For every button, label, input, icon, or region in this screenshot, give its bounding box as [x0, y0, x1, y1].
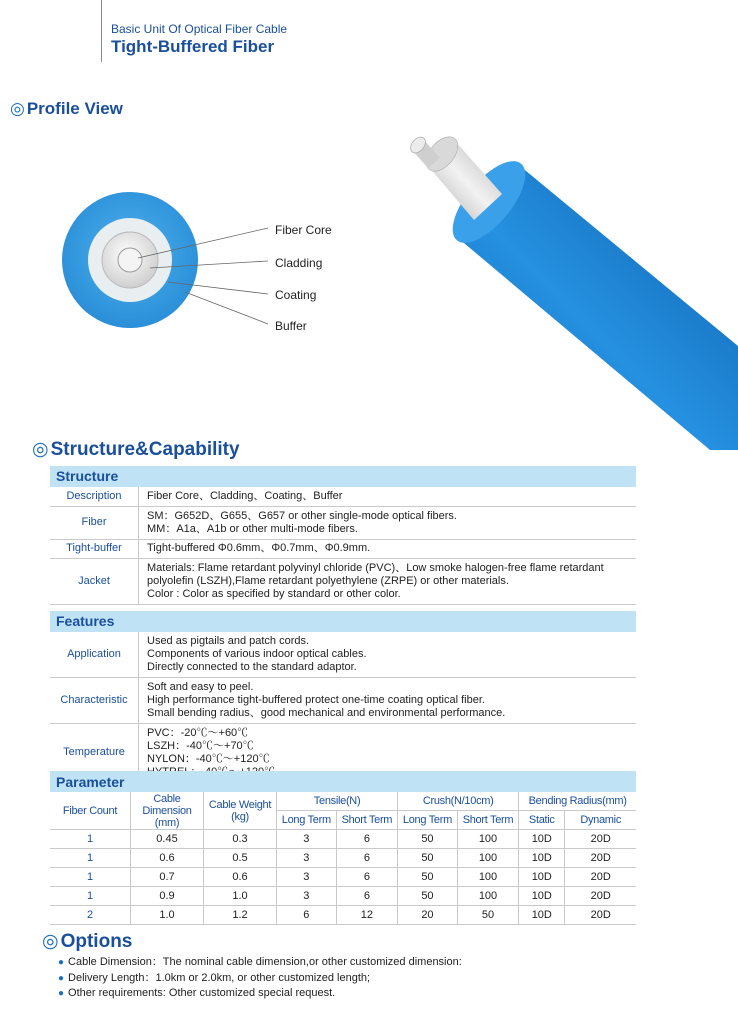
row-value [139, 632, 637, 678]
table-cell: 50 [398, 849, 458, 868]
value-line: Directly connected to the standard adaptor. [147, 660, 357, 673]
table-row [50, 887, 636, 906]
table-row [50, 678, 636, 724]
value-line: MM：A1a、A1b or other multi-mode fibers. [147, 522, 358, 535]
value-line: PVC：-20℃～+60℃ [147, 726, 249, 739]
value-line: Color : Color as specified by standard or other color. [147, 587, 401, 600]
doc-subtitle: Basic Unit Of Optical Fiber Cable [111, 22, 288, 36]
table-cell: 0.6 [131, 849, 204, 868]
table-cell: 6 [336, 887, 397, 906]
table-cell: 1 [50, 887, 131, 906]
bullet-icon: ● [58, 988, 65, 999]
table-cell: 20D [565, 887, 636, 906]
bullet-icon: ● [58, 957, 65, 968]
table-row [50, 868, 636, 887]
header-line: (mm) [154, 816, 180, 829]
col-crush: Crush(N/10cm) [398, 792, 519, 811]
row-label: Application [50, 632, 139, 678]
row-value [139, 558, 637, 604]
section-profile-title: Profile View [26, 99, 123, 118]
row-value [139, 539, 637, 558]
col-fiber-count: Fiber Count [50, 792, 131, 830]
row-label: Fiber [50, 506, 139, 539]
value-line: Materials: Flame retardant polyvinyl chloride (PVC)、Low smoke halogen-free flame retardant [147, 561, 604, 574]
table-cell: 20D [565, 868, 636, 887]
header-line: Cable Dimension [142, 792, 192, 817]
col-cable-weight [204, 792, 277, 830]
table-cell: 100 [457, 887, 518, 906]
section-options-title: Options [60, 930, 133, 952]
leader-buffer [185, 292, 268, 324]
table-cell: 50 [398, 868, 458, 887]
table-cell: 0.5 [204, 849, 277, 868]
table-cell: 6 [277, 906, 337, 925]
cable-3d-illustration [380, 120, 738, 450]
parameter-table [50, 771, 636, 925]
section-ring-icon: ◎ [10, 99, 25, 118]
value-line: SM：G652D、G655、G657 or other single-mode optical fibers. [147, 509, 457, 522]
row-label: Characteristic [50, 678, 139, 724]
label-buffer: Buffer [275, 319, 307, 333]
col-crush-long: Long Term [398, 811, 458, 830]
table-cell: 6 [336, 868, 397, 887]
row-label: Jacket [50, 558, 139, 604]
section-ring-icon: ◎ [32, 439, 49, 460]
bullet-icon: ● [58, 972, 65, 984]
col-crush-short: Short Term [457, 811, 518, 830]
leader-coating [168, 282, 268, 294]
table-row [50, 830, 636, 849]
table-cell: 1 [50, 868, 131, 887]
parameter-body [50, 830, 636, 925]
section-structure-capability [32, 438, 240, 461]
col-bending-dynamic: Dynamic [565, 811, 636, 830]
list-item [58, 971, 462, 987]
col-tensile-short: Short Term [336, 811, 397, 830]
leader-cladding [150, 261, 268, 268]
parameter-heading: Parameter [50, 771, 636, 792]
table-row [50, 539, 636, 558]
table-cell: 0.3 [204, 830, 277, 849]
value-line: High performance tight-buffered protect one-time coating optical fiber. [147, 694, 485, 706]
header-line: Cable Weight [208, 798, 272, 811]
table-row [50, 632, 636, 678]
table-cell: 10D [519, 868, 565, 887]
table-cell: 50 [457, 906, 518, 925]
table-cell: 0.6 [204, 868, 277, 887]
doc-title: Tight-Buffered Fiber [111, 37, 275, 56]
col-bending-static: Static [519, 811, 565, 830]
table-cell: 3 [277, 849, 337, 868]
table-row [50, 487, 636, 506]
leader-core [138, 228, 268, 258]
section-ring-icon: ◎ [42, 931, 59, 952]
list-item [58, 955, 462, 971]
table-cell: 1 [50, 830, 131, 849]
value-line: Tight-buffered Φ0.6mm、Φ0.7mm、Φ0.9mm. [147, 542, 371, 554]
col-bending-radius: Bending Radius(mm) [519, 792, 636, 811]
table-cell: 10D [519, 906, 565, 925]
value-line: Used as pigtails and patch cords. [147, 634, 310, 647]
table-cell: 100 [457, 830, 518, 849]
table-cell: 10D [519, 887, 565, 906]
row-value [139, 487, 637, 506]
value-line: NYLON：-40℃～+120℃ [147, 752, 270, 765]
value-line: Fiber Core、Cladding、Coating、Buffer [147, 489, 343, 502]
table-cell: 0.7 [131, 868, 204, 887]
table-cell: 1.0 [131, 906, 204, 925]
table-cell: 3 [277, 868, 337, 887]
col-tensile-long: Long Term [277, 811, 337, 830]
table-cell: 50 [398, 887, 458, 906]
options-list [58, 955, 462, 1002]
option-text: Delivery Length：1.0km or 2.0km, or other customized length; [68, 971, 371, 984]
table-row [50, 506, 636, 539]
table-row [50, 849, 636, 868]
header-line: (kg) [231, 810, 249, 823]
table-cell: 3 [277, 830, 337, 849]
table-cell: 20 [398, 906, 458, 925]
option-text: Cable Dimension：The nominal cable dimension,or other customized dimension: [68, 956, 462, 968]
col-cable-dimension [131, 792, 204, 830]
row-value [139, 506, 637, 539]
value-line: polyolefin (LSZH),Flame retardant polyethylene (ZRPE) or other materials. [147, 574, 509, 587]
table-cell: 6 [336, 830, 397, 849]
value-line: Components of various indoor optical cables. [147, 647, 367, 660]
row-label: Description [50, 487, 139, 506]
features-heading: Features [50, 611, 636, 632]
structure-capability-table [50, 466, 636, 782]
value-line: Small bending radius、good mechanical and environmental performance. [147, 707, 506, 719]
table-cell: 100 [457, 868, 518, 887]
table-cell: 1.0 [204, 887, 277, 906]
section-structure-title: Structure&Capability [50, 438, 240, 460]
table-cell: 0.9 [131, 887, 204, 906]
table-cell: 100 [457, 849, 518, 868]
section-options [42, 930, 132, 953]
table-row [50, 558, 636, 604]
table-cell: 20D [565, 830, 636, 849]
table-cell: 10D [519, 849, 565, 868]
row-label: Tight-buffer [50, 539, 139, 558]
value-line: Soft and easy to peel. [147, 681, 254, 693]
table-cell: 20D [565, 849, 636, 868]
structure-heading: Structure [50, 466, 636, 487]
row-value [139, 678, 637, 724]
table-cell: 12 [336, 906, 397, 925]
table-cell: 0.45 [131, 830, 204, 849]
table-cell: 1.2 [204, 906, 277, 925]
table-cell: 6 [336, 849, 397, 868]
table-cell: 20D [565, 906, 636, 925]
label-fiber-core: Fiber Core [275, 223, 332, 237]
col-tensile: Tensile(N) [277, 792, 398, 811]
label-cladding: Cladding [275, 256, 323, 270]
table-cell: 10D [519, 830, 565, 849]
table-cell: 2 [50, 906, 131, 925]
label-coating: Coating [275, 288, 317, 302]
table-row [50, 906, 636, 925]
row-label: Temperature [50, 724, 139, 782]
option-text: Other requirements: Other customized special request. [68, 987, 336, 999]
table-cell: 1 [50, 849, 131, 868]
value-line: LSZH：-40℃～+70℃ [147, 739, 254, 752]
table-cell: 50 [398, 830, 458, 849]
table-cell: 3 [277, 887, 337, 906]
list-item [58, 986, 462, 1002]
